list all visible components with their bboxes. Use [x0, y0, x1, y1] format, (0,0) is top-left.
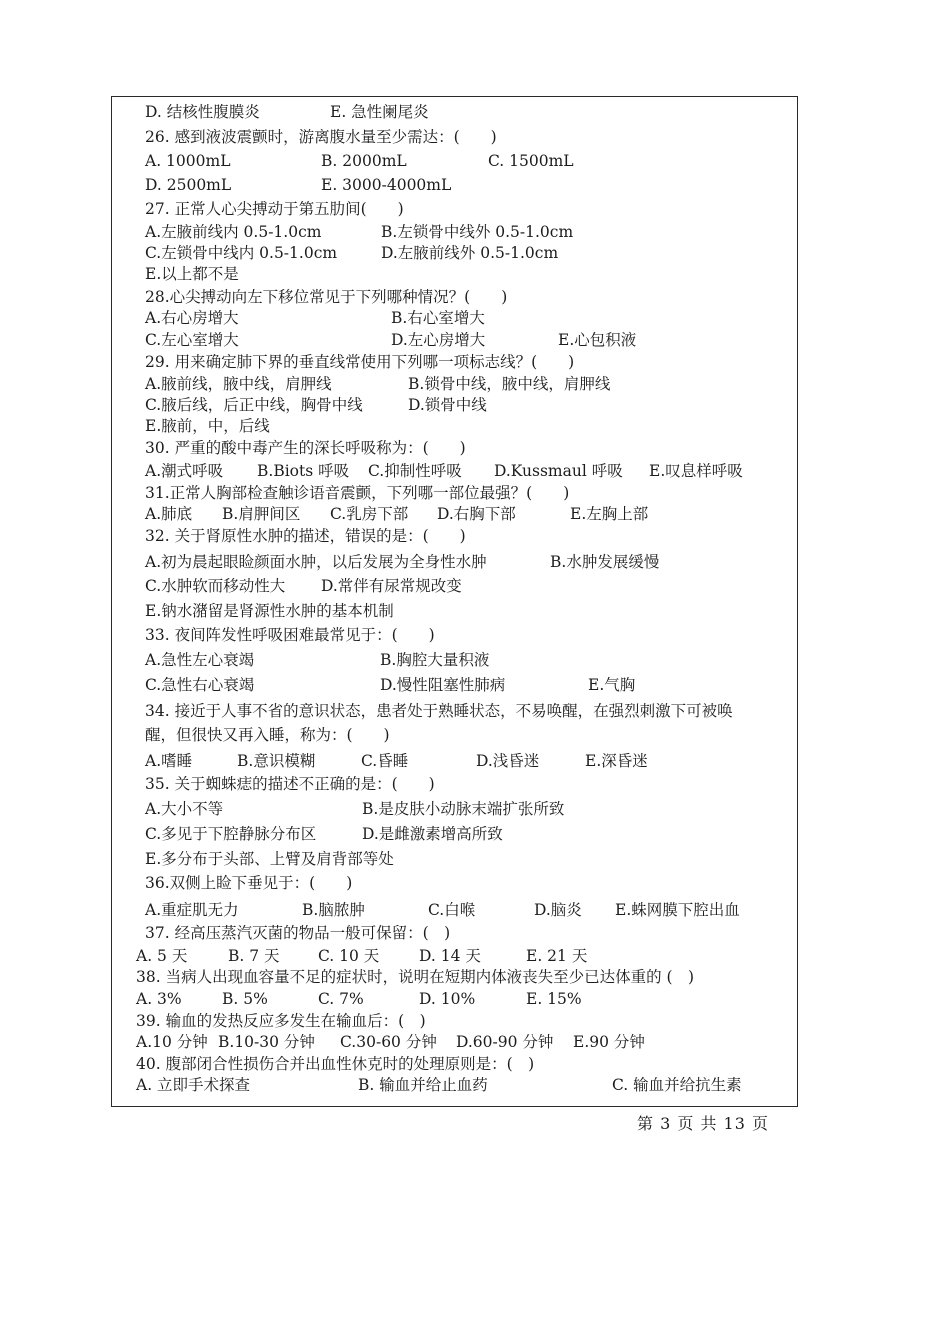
question-stem: 36.双侧上睑下垂见于：( ) — [145, 874, 353, 892]
question-34-cont — [0, 723, 950, 747]
option: B. 7 天 — [228, 947, 280, 965]
option: B. 5% — [222, 990, 268, 1008]
option: D.左腋前线外 0.5-1.0cm — [381, 244, 559, 262]
option: B. 输血并给止血药 — [358, 1076, 488, 1094]
question-stem: 31.正常人胸部检查触诊语音震颤，下列哪一部位最强？( ) — [145, 484, 570, 502]
option: E.气胸 — [588, 676, 636, 694]
question-26-options — [0, 149, 950, 173]
option: E. 3000-4000mL — [321, 176, 452, 194]
option: B.是皮肤小动脉末端扩张所致 — [362, 800, 565, 818]
option: D.浅昏迷 — [476, 752, 540, 770]
option: A. 3% — [136, 990, 182, 1008]
option: B.10-30 分钟 — [218, 1033, 315, 1051]
option: B.右心室增大 — [391, 309, 485, 327]
option: D. 14 天 — [419, 947, 481, 965]
option: A.急性左心衰竭 — [145, 651, 255, 669]
question-stem: 32. 关于肾原性水肿的描述，错误的是：( ) — [145, 527, 466, 545]
option: D.左心房增大 — [391, 331, 486, 349]
option: A. 立即手术探查 — [136, 1076, 251, 1094]
option: C.乳房下部 — [330, 505, 409, 523]
question-29-options — [0, 414, 950, 438]
question-stem: 40. 腹部闭合性损伤合并出血性休克时的处理原则是：( ) — [136, 1055, 535, 1073]
question-30-options — [0, 459, 950, 483]
option: A.右心房增大 — [145, 309, 239, 327]
question-37 — [0, 921, 950, 945]
option: A. 5 天 — [136, 947, 188, 965]
option: E.叹息样呼吸 — [649, 462, 743, 480]
question-29 — [0, 350, 950, 374]
question-stem: 27. 正常人心尖搏动于第五肋间( ) — [145, 200, 404, 218]
question-33-options — [0, 673, 950, 697]
question-stem: 35. 关于蜘蛛痣的描述不正确的是：( ) — [145, 775, 435, 793]
option: D.是雌激素增高所致 — [362, 825, 503, 843]
question-32 — [0, 524, 950, 548]
question-36 — [0, 871, 950, 895]
question-32-options — [0, 599, 950, 623]
question-32-options — [0, 574, 950, 598]
option: E.深昏迷 — [585, 752, 648, 770]
option: D.常伴有尿常规改变 — [321, 577, 462, 595]
option: A.左腋前线内 0.5-1.0cm — [145, 223, 322, 241]
question-27 — [0, 197, 950, 221]
question-34-options — [0, 749, 950, 773]
question-26 — [0, 125, 950, 149]
option: E.以上都不是 — [145, 265, 239, 283]
option: B.胸腔大量积液 — [380, 651, 490, 669]
option: E. 15% — [526, 990, 582, 1008]
question-33 — [0, 623, 950, 647]
option: C.30-60 分钟 — [340, 1033, 437, 1051]
question-26-options — [0, 173, 950, 197]
question-stem-continuation: 醒，但很快又再入睡，称为：( ) — [145, 726, 390, 744]
option: D.慢性阻塞性肺病 — [380, 676, 506, 694]
option: A.潮式呼吸 — [145, 462, 224, 480]
option: C. 10 天 — [318, 947, 380, 965]
question-stem: 39. 输血的发热反应多发生在输血后：( ) — [136, 1012, 426, 1030]
question-stem: 34. 接近于人事不省的意识状态，患者处于熟睡状态，不易唤醒，在强烈刺激下可被唤 — [145, 702, 733, 720]
option: A.嗜睡 — [145, 752, 193, 770]
question-27-options — [0, 262, 950, 286]
option: B.锁骨中线，腋中线，肩胛线 — [408, 375, 611, 393]
question-28-options — [0, 328, 950, 352]
option: E.腋前，中，后线 — [145, 417, 270, 435]
question-stem: 28.心尖搏动向左下移位常见于下列哪种情况？( ) — [145, 288, 508, 306]
option: D.Kussmaul 呼吸 — [494, 462, 623, 480]
option: C.急性右心衰竭 — [145, 676, 255, 694]
option: D. 2500mL — [145, 176, 232, 194]
option: A.重症肌无力 — [145, 901, 239, 919]
question-35-options — [0, 797, 950, 821]
option: E. 21 天 — [526, 947, 588, 965]
option: C.白喉 — [428, 901, 476, 919]
option: D. 结核性腹膜炎 — [145, 103, 260, 121]
option: E.心包积液 — [558, 331, 637, 349]
option: C.多见于下腔静脉分布区 — [145, 825, 317, 843]
option: C.左心室增大 — [145, 331, 239, 349]
option: C.抑制性呼吸 — [368, 462, 462, 480]
option: C.水肿软而移动性大 — [145, 577, 286, 595]
option: B.肩胛间区 — [222, 505, 301, 523]
option: D.60-90 分钟 — [456, 1033, 554, 1051]
option: B.水肿发展缓慢 — [550, 553, 660, 571]
option: D. 10% — [419, 990, 476, 1008]
option: B.Biots 呼吸 — [257, 462, 350, 480]
question-stem: 33. 夜间阵发性呼吸困难最常见于：( ) — [145, 626, 435, 644]
question-stem: 37. 经高压蒸汽灭菌的物品一般可保留：( ) — [145, 924, 451, 942]
question-38 — [0, 965, 950, 989]
option: E.钠水潴留是肾源性水肿的基本机制 — [145, 602, 394, 620]
option: A.肺底 — [145, 505, 193, 523]
option: A. 1000mL — [145, 152, 231, 170]
question-stem: 26. 感到液波震颤时，游离腹水量至少需达：( ) — [145, 128, 497, 146]
option: E. 急性阑尾炎 — [330, 103, 429, 121]
option: B.脑脓肿 — [302, 901, 365, 919]
question-stem: 29. 用来确定肺下界的垂直线常使用下列哪一项标志线？( ) — [145, 353, 575, 371]
option: A.大小不等 — [145, 800, 224, 818]
option: B. 2000mL — [321, 152, 407, 170]
option: E.左胸上部 — [570, 505, 649, 523]
option: B.意识模糊 — [237, 752, 316, 770]
option: D.脑炎 — [534, 901, 582, 919]
option: C. 1500mL — [488, 152, 574, 170]
question-35 — [0, 772, 950, 796]
option: C. 7% — [318, 990, 364, 1008]
option: C.昏睡 — [361, 752, 409, 770]
question-39-options — [0, 1030, 950, 1054]
question-40-options — [0, 1073, 950, 1097]
option: A.腋前线，腋中线，肩胛线 — [145, 375, 332, 393]
option: C.左锁骨中线内 0.5-1.0cm — [145, 244, 338, 262]
option: D.锁骨中线 — [408, 396, 487, 414]
page-number: 第 3 页 共 13 页 — [637, 1114, 769, 1133]
question-25-options — [0, 100, 950, 124]
question-31-options — [0, 502, 950, 526]
question-stem: 30. 严重的酸中毒产生的深长呼吸称为：( ) — [145, 439, 466, 457]
option: E.蛛网膜下腔出血 — [615, 901, 740, 919]
option: E.90 分钟 — [573, 1033, 645, 1051]
option: E.多分布于头部、上臂及肩背部等处 — [145, 850, 394, 868]
question-30 — [0, 436, 950, 460]
option: B.左锁骨中线外 0.5-1.0cm — [381, 223, 574, 241]
question-36-options — [0, 898, 950, 922]
option: A.10 分钟 — [136, 1033, 208, 1051]
question-32-options — [0, 550, 950, 574]
option: A.初为晨起眼睑颜面水肿，以后发展为全身性水肿 — [145, 553, 487, 571]
question-stem: 38. 当病人出现血容量不足的症状时，说明在短期内体液丧失至少已达体重的 ( ) — [136, 968, 695, 986]
option: D.右胸下部 — [437, 505, 516, 523]
question-38-options — [0, 987, 950, 1011]
question-33-options — [0, 648, 950, 672]
question-34 — [0, 699, 950, 723]
question-35-options — [0, 847, 950, 871]
question-35-options — [0, 822, 950, 846]
option: C.腋后线，后正中线，胸骨中线 — [145, 396, 363, 414]
question-28-options — [0, 306, 950, 330]
option: C. 输血并给抗生素 — [612, 1076, 742, 1094]
